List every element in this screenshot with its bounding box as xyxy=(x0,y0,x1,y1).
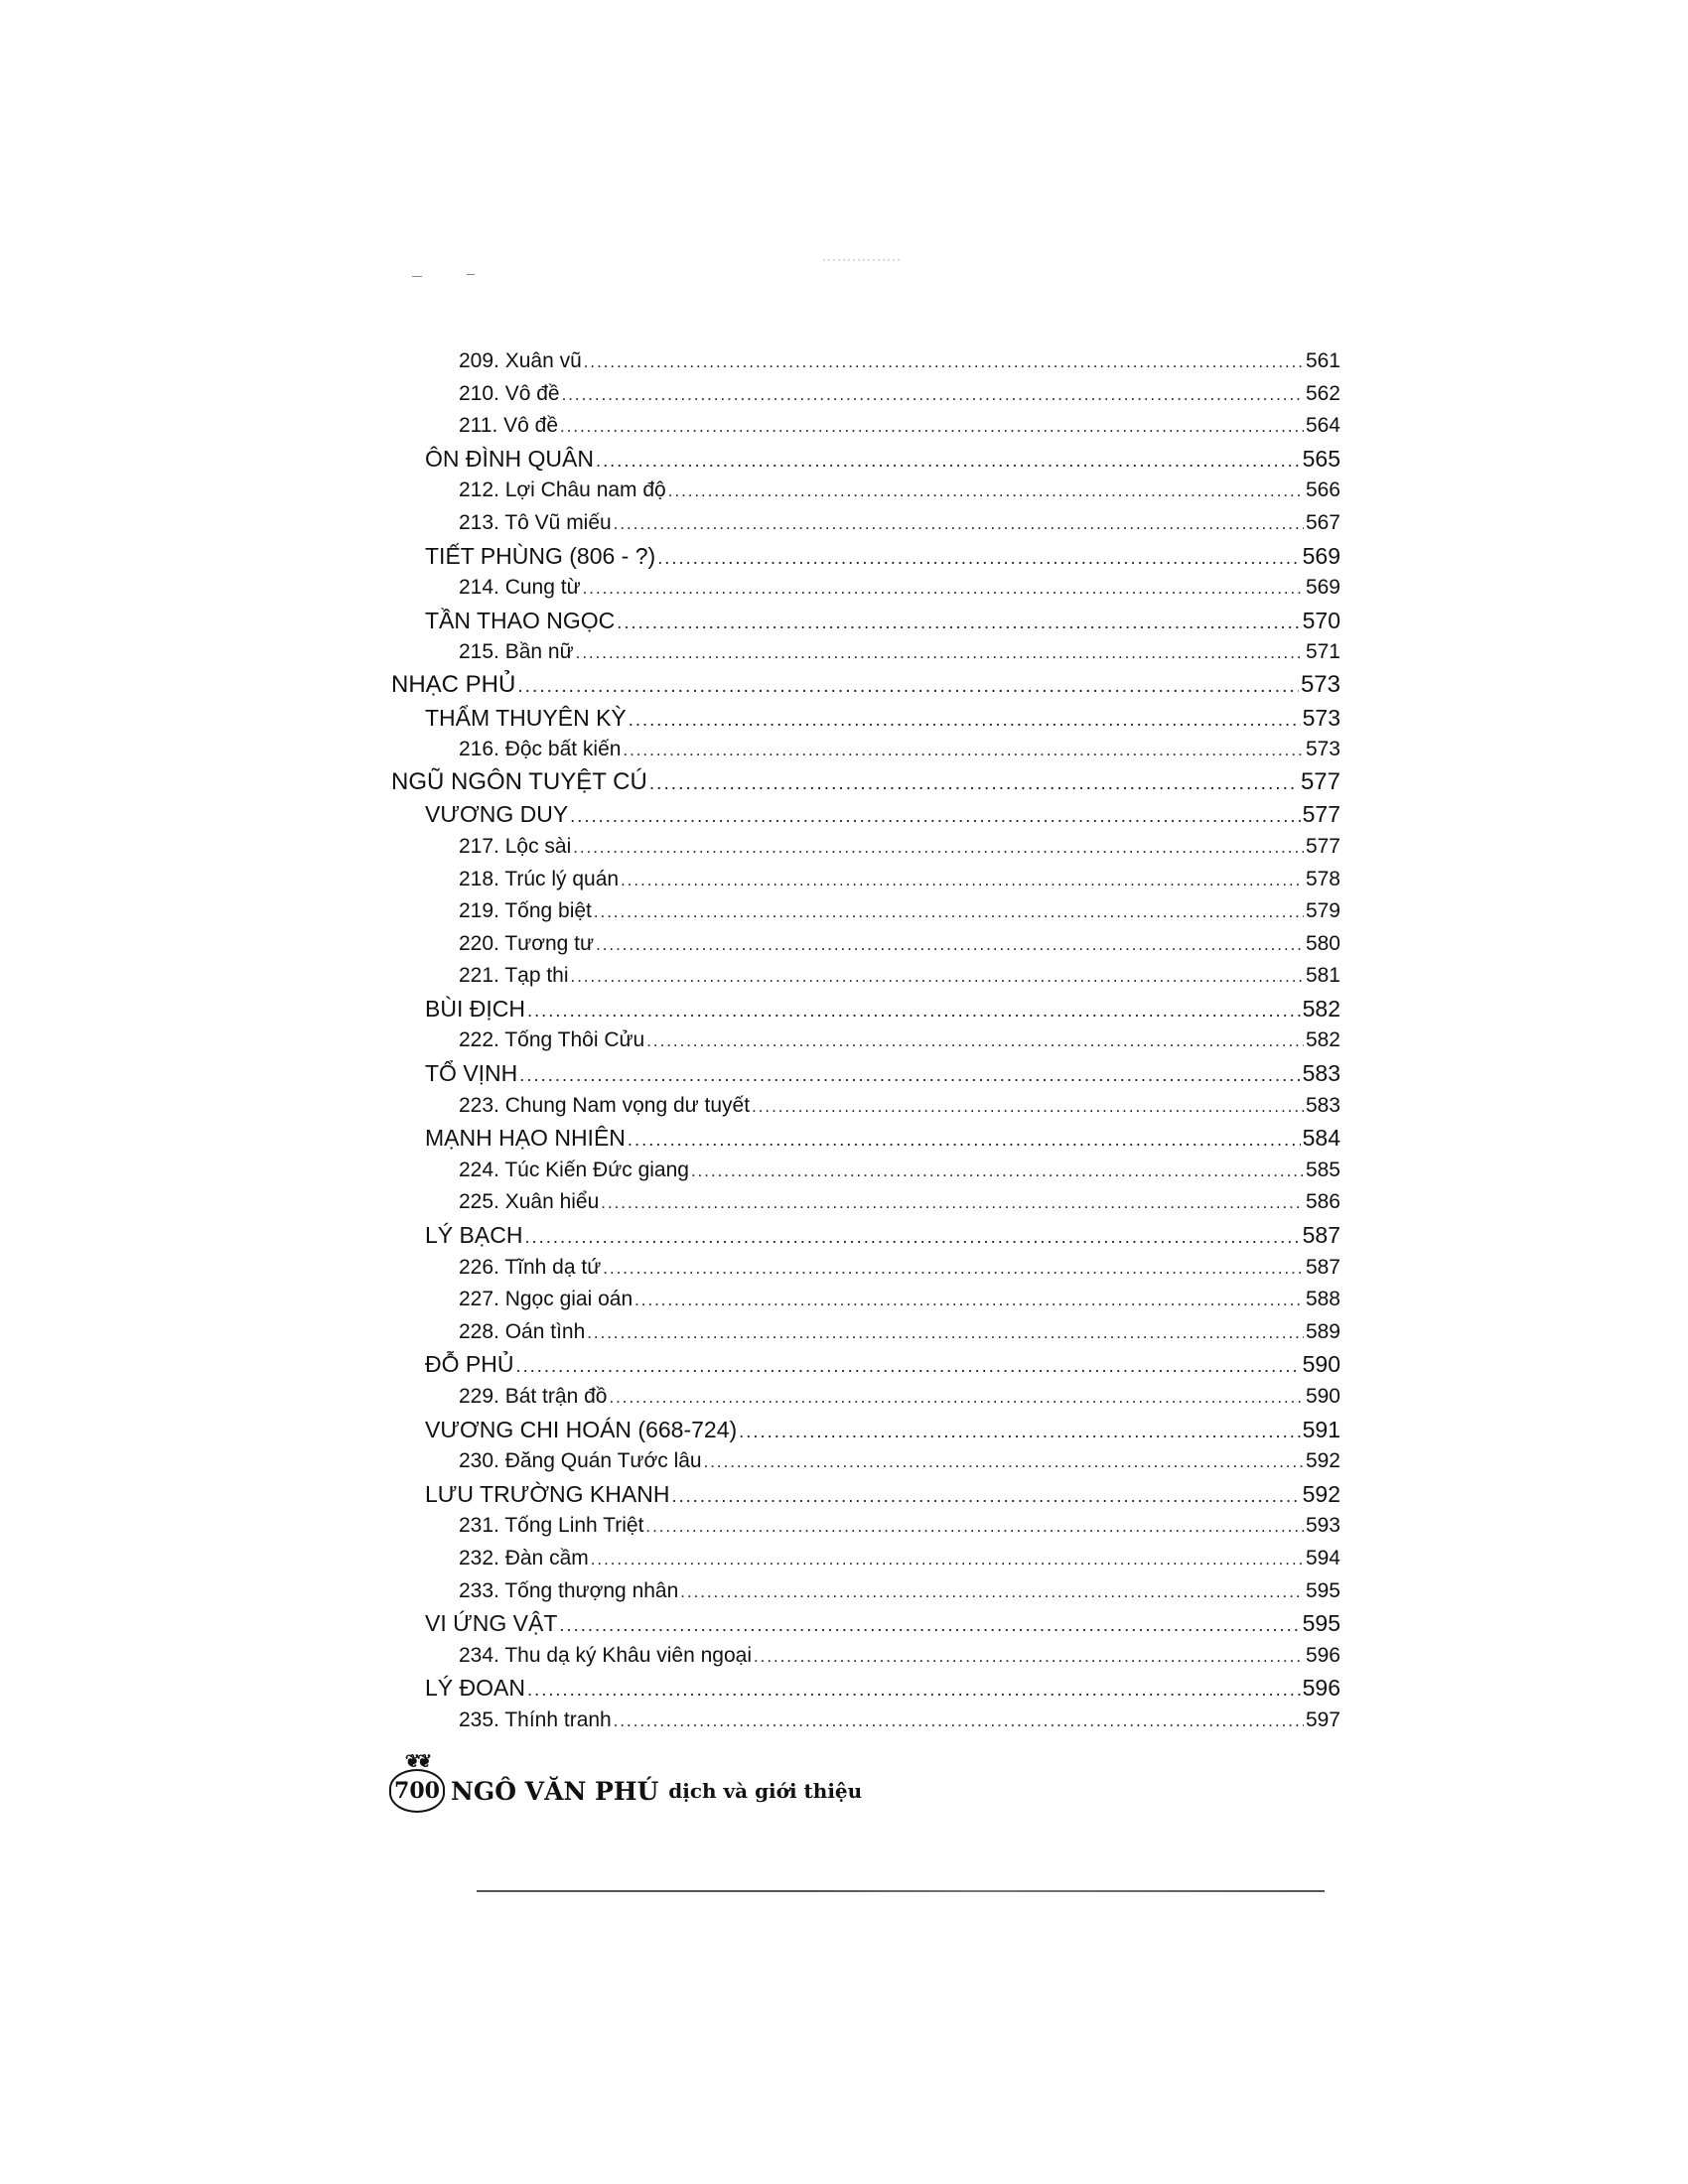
toc-entry xyxy=(391,1381,1340,1414)
toc-entry-title: VI ỨNG VẬT xyxy=(425,1610,558,1637)
toc-entry-title: 217. Lộc sài xyxy=(459,834,572,858)
toc-entry-page: 592 xyxy=(1302,1480,1340,1507)
toc-entry-title: VƯƠNG CHI HOÁN (668-724) xyxy=(425,1416,738,1442)
toc-entry-title: 234. Thu dạ ký Khâu viên ngoại xyxy=(459,1643,752,1667)
toc-entry-title: 218. Trúc lý quán xyxy=(459,867,620,890)
toc-dot-leader xyxy=(634,1285,1304,1317)
toc-dot-leader xyxy=(614,1706,1304,1738)
toc-entry xyxy=(391,1640,1340,1673)
toc-entry xyxy=(391,831,1340,864)
toc-entry-title: 227. Ngọc giai oán xyxy=(459,1288,633,1311)
toc-dot-leader xyxy=(576,637,1304,670)
toc-dot-leader xyxy=(559,1609,1300,1642)
toc-entry-page: 577 xyxy=(1305,834,1340,858)
scan-mark-left xyxy=(412,276,422,277)
toc-dot-leader xyxy=(680,1576,1304,1609)
toc-dot-leader xyxy=(629,704,1301,737)
toc-entry-title: 230. Đăng Quán Tước lâu xyxy=(459,1449,702,1473)
toc-entry-title: TẦN THAO NGỌC xyxy=(425,607,616,633)
toc-dot-leader xyxy=(668,476,1304,508)
toc-entry-title: 224. Túc Kiến Đức giang xyxy=(459,1158,689,1181)
toc-entry xyxy=(391,895,1340,928)
toc-entry-page: 571 xyxy=(1305,640,1340,664)
toc-entry xyxy=(391,1155,1340,1187)
toc-entry-title: ÔN ĐÌNH QUÂN xyxy=(425,445,594,472)
toc-entry-title: 223. Chung Nam vọng dư tuyết xyxy=(459,1093,751,1117)
toc-entry xyxy=(391,1219,1340,1252)
toc-dot-leader xyxy=(594,896,1304,929)
toc-entry xyxy=(391,345,1340,378)
toc-entry-page: 566 xyxy=(1305,478,1340,502)
toc-entry-title: TIẾT PHÙNG (806 - ?) xyxy=(425,542,656,569)
toc-entry xyxy=(391,1543,1340,1575)
toc-entry-page: 587 xyxy=(1302,1222,1340,1249)
toc-entry-page: 591 xyxy=(1302,1416,1340,1442)
toc-dot-leader xyxy=(527,1674,1301,1706)
toc-entry-page: 581 xyxy=(1305,964,1340,988)
toc-entry-title: 212. Lợi Châu nam độ xyxy=(459,478,666,502)
toc-entry-page: 593 xyxy=(1305,1514,1340,1538)
scan-mark-bottom-line xyxy=(471,1890,1325,1892)
toc-dot-leader xyxy=(601,1187,1304,1220)
toc-entry-title: 226. Tĩnh dạ tứ xyxy=(459,1255,602,1279)
toc-dot-leader xyxy=(587,1317,1304,1350)
toc-dot-leader xyxy=(527,995,1301,1027)
toc-entry-title: BÙI ĐỊCH xyxy=(425,995,525,1022)
toc-dot-leader xyxy=(646,1025,1304,1058)
toc-entry-page: 594 xyxy=(1305,1546,1340,1570)
toc-entry-page: 573 xyxy=(1302,704,1340,731)
toc-dot-leader xyxy=(524,1221,1300,1254)
toc-entry xyxy=(391,1122,1340,1155)
toc-entry-title: 210. Vô đề xyxy=(459,381,560,405)
toc-entry-page: 596 xyxy=(1302,1675,1340,1702)
toc-entry-title: TỔ VỊNH xyxy=(425,1060,518,1087)
toc-entry-title: THẨM THUYÊN KỲ xyxy=(425,704,627,731)
page-number: 700 xyxy=(394,1778,440,1804)
toc-dot-leader xyxy=(515,1350,1300,1383)
toc-entry-page: 562 xyxy=(1305,381,1340,405)
toc-dot-leader xyxy=(596,929,1304,962)
toc-dot-leader xyxy=(739,1416,1300,1448)
toc-entry xyxy=(391,1348,1340,1381)
toc-entry-title: 225. Xuân hiểu xyxy=(459,1190,600,1214)
toc-entry xyxy=(391,798,1340,831)
toc-dot-leader xyxy=(628,1124,1301,1157)
toc-dot-leader xyxy=(517,671,1299,704)
toc-entry-title: 233. Tống thượng nhân xyxy=(459,1578,679,1602)
toc-entry-page: 577 xyxy=(1302,801,1340,828)
toc-entry-title: ĐỖ PHỦ xyxy=(425,1351,514,1378)
toc-entry-page: 579 xyxy=(1305,899,1340,923)
toc-entry xyxy=(391,1414,1340,1446)
toc-entry xyxy=(391,766,1340,799)
toc-entry-title: VƯƠNG DUY xyxy=(425,801,569,828)
toc-dot-leader xyxy=(519,1059,1300,1092)
toc-entry xyxy=(391,1607,1340,1640)
scan-mark-top: ················ xyxy=(822,252,902,266)
page-number-badge xyxy=(389,1751,445,1813)
toc-dot-leader xyxy=(623,735,1304,767)
scan-mark-left xyxy=(467,274,475,275)
toc-entry-title: 209. Xuân vũ xyxy=(459,349,582,372)
toc-entry-title: 235. Thính tranh xyxy=(459,1707,612,1731)
toc-entry xyxy=(391,928,1340,961)
toc-entry-title: 220. Tương tư xyxy=(459,931,595,955)
toc-entry xyxy=(391,507,1340,540)
toc-entry xyxy=(391,1445,1340,1478)
toc-entry xyxy=(391,864,1340,896)
toc-entry-page: 583 xyxy=(1305,1093,1340,1117)
toc-entry xyxy=(391,1252,1340,1285)
toc-entry xyxy=(391,1186,1340,1219)
toc-entry-page: 589 xyxy=(1305,1319,1340,1343)
toc-entry-page: 595 xyxy=(1302,1610,1340,1637)
toc-entry-page: 569 xyxy=(1305,576,1340,600)
toc-dot-leader xyxy=(562,379,1304,412)
toc-dot-leader xyxy=(671,1480,1300,1513)
toc-entry xyxy=(391,1510,1340,1543)
toc-entry xyxy=(391,960,1340,993)
toc-dot-leader xyxy=(621,865,1304,897)
toc-entry-page: 585 xyxy=(1305,1158,1340,1181)
toc-entry xyxy=(391,1024,1340,1057)
toc-entry-page: 590 xyxy=(1305,1385,1340,1408)
toc-entry-page: 569 xyxy=(1302,542,1340,569)
toc-dot-leader xyxy=(584,346,1304,379)
toc-entry-page: 590 xyxy=(1302,1351,1340,1378)
toc-entry-page: 573 xyxy=(1305,738,1340,761)
toc-entry-page: 597 xyxy=(1305,1707,1340,1731)
toc-entry-page: 573 xyxy=(1300,670,1340,698)
toc-entry-page: 570 xyxy=(1302,607,1340,633)
toc-entry xyxy=(391,1478,1340,1511)
ornament-icon: ❦❦ xyxy=(404,1751,430,1772)
toc-entry xyxy=(391,475,1340,507)
toc-entry-title: 228. Oán tình xyxy=(459,1319,586,1343)
toc-entry-title: 231. Tống Linh Triệt xyxy=(459,1514,644,1538)
toc-dot-leader xyxy=(752,1091,1304,1124)
footer-author: NGÔ VĂN PHÚ xyxy=(451,1776,659,1806)
toc-entry-title: LÝ BẠCH xyxy=(425,1222,523,1249)
toc-entry-page: 577 xyxy=(1300,767,1340,795)
toc-dot-leader xyxy=(645,1511,1304,1544)
toc-entry-page: 596 xyxy=(1305,1643,1340,1667)
toc-entry xyxy=(391,410,1340,443)
toc-entry-page: 565 xyxy=(1302,445,1340,472)
toc-entry-title: 213. Tô Vũ miếu xyxy=(459,510,612,534)
toc-entry xyxy=(391,734,1340,766)
toc-entry xyxy=(391,993,1340,1025)
toc-dot-leader xyxy=(609,1382,1304,1415)
toc-dot-leader xyxy=(573,832,1304,865)
toc-dot-leader xyxy=(603,1253,1304,1286)
toc-entry-title: 229. Bát trận đồ xyxy=(459,1385,608,1408)
toc-entry-title: 219. Tống biệt xyxy=(459,899,592,923)
toc-entry xyxy=(391,702,1340,735)
toc-dot-leader xyxy=(614,508,1304,541)
toc-dot-leader xyxy=(571,961,1304,994)
toc-entry-page: 564 xyxy=(1305,414,1340,438)
toc-dot-leader xyxy=(754,1641,1304,1674)
toc-entry xyxy=(391,1090,1340,1123)
page-footer xyxy=(389,1751,863,1813)
toc-entry-page: 578 xyxy=(1305,867,1340,890)
toc-dot-leader xyxy=(591,1544,1304,1576)
toc-entry xyxy=(391,443,1340,476)
toc-entry xyxy=(391,1316,1340,1349)
toc-entry-title: MẠNH HẠO NHIÊN xyxy=(425,1125,626,1152)
toc-entry xyxy=(391,669,1340,702)
toc-entry-title: LÝ ĐOAN xyxy=(425,1675,525,1702)
toc-entry-page: 561 xyxy=(1305,349,1340,372)
toc-entry xyxy=(391,572,1340,605)
toc-entry-page: 582 xyxy=(1302,995,1340,1022)
toc-entry-title: 221. Tạp thi xyxy=(459,964,569,988)
toc-dot-leader xyxy=(617,607,1300,639)
toc-entry xyxy=(391,1284,1340,1316)
toc-entry xyxy=(391,1057,1340,1090)
toc-entry xyxy=(391,605,1340,637)
toc-entry-page: 580 xyxy=(1305,931,1340,955)
toc-entry-title: 215. Bần nữ xyxy=(459,640,574,664)
toc-dot-leader xyxy=(560,411,1304,444)
toc-dot-leader xyxy=(583,573,1304,606)
toc-dot-leader xyxy=(649,768,1299,801)
toc-entry-page: 586 xyxy=(1305,1190,1340,1214)
table-of-contents xyxy=(391,345,1340,1737)
toc-entry-title: 232. Đàn cầm xyxy=(459,1546,589,1570)
toc-entry-page: 595 xyxy=(1305,1578,1340,1602)
toc-entry-page: 567 xyxy=(1305,510,1340,534)
toc-entry xyxy=(391,540,1340,573)
toc-entry-page: 584 xyxy=(1302,1125,1340,1152)
toc-entry-page: 583 xyxy=(1302,1060,1340,1087)
toc-entry-title: 211. Vô đề xyxy=(459,414,559,438)
toc-entry-title: 214. Cung từ xyxy=(459,576,581,600)
toc-entry xyxy=(391,378,1340,411)
toc-entry xyxy=(391,1705,1340,1737)
footer-role: dịch và giới thiệu xyxy=(668,1779,863,1803)
toc-dot-leader xyxy=(657,542,1300,575)
toc-entry xyxy=(391,1672,1340,1705)
toc-entry-title: 216. Độc bất kiến xyxy=(459,738,622,761)
toc-dot-leader xyxy=(596,445,1301,478)
toc-entry-title: 222. Tống Thôi Cửu xyxy=(459,1028,645,1052)
toc-entry xyxy=(391,1575,1340,1608)
toc-entry xyxy=(391,636,1340,669)
toc-dot-leader xyxy=(691,1156,1304,1188)
toc-entry-page: 582 xyxy=(1305,1028,1340,1052)
toc-dot-leader xyxy=(704,1446,1304,1479)
toc-entry-page: 587 xyxy=(1305,1255,1340,1279)
toc-entry-title: NGŨ NGÔN TUYỆT CÚ xyxy=(391,767,647,795)
toc-entry-page: 592 xyxy=(1305,1449,1340,1473)
toc-dot-leader xyxy=(570,800,1300,833)
toc-entry-title: NHẠC PHỦ xyxy=(391,670,516,698)
toc-entry-title: LƯU TRƯỜNG KHANH xyxy=(425,1480,670,1507)
toc-entry-page: 588 xyxy=(1305,1288,1340,1311)
